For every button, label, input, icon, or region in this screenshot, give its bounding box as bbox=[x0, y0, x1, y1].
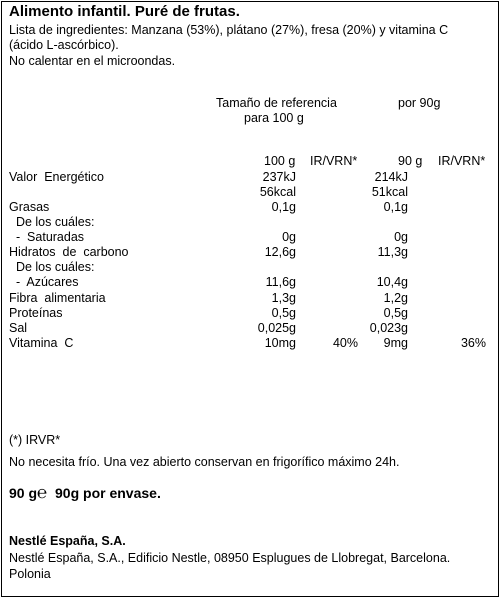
estimated-sign-icon: ℮ bbox=[37, 483, 48, 503]
product-title: Alimento infantil. Puré de frutas. bbox=[9, 3, 240, 20]
irvrn-100g: 40% bbox=[332, 336, 358, 350]
company-address: Nestlé España, S.A., Edificio Nestle, 08950 Esplugues de Llobregat, Barcelona. bbox=[9, 551, 451, 565]
ingredients-line-1: Lista de ingredientes: Manzana (53%), plátano (27%), fresa (20%) y vitamina C bbox=[9, 23, 449, 37]
ingredients-line-2: (ácido L-ascórbico). bbox=[9, 38, 119, 52]
value-100g: 0g bbox=[282, 230, 296, 244]
value-100g: 0,1g bbox=[271, 200, 296, 214]
value-90g: 10,4g bbox=[376, 275, 408, 289]
nutrient-label: De los cuáles: bbox=[9, 215, 95, 229]
nutrient-label: - Azúcares bbox=[9, 275, 79, 289]
value-100g: 11,6g bbox=[265, 275, 296, 289]
value-90g: 51kcal bbox=[371, 185, 408, 199]
nutrient-label: Vitamina C bbox=[9, 336, 74, 350]
col-irvrn-header-1: IR/VRN* bbox=[310, 154, 358, 168]
value-90g: 0g bbox=[394, 230, 408, 244]
nutrient-label: Sal bbox=[9, 321, 28, 335]
value-100g: 1,3g bbox=[271, 291, 296, 305]
nutrient-label: Hidratos de carbono bbox=[9, 245, 129, 259]
nutrient-label: Valor Energético bbox=[9, 170, 104, 184]
value-100g: 0,5g bbox=[271, 306, 296, 320]
nutrient-label: Proteínas bbox=[9, 306, 63, 320]
net-quantity-line bbox=[9, 483, 161, 503]
irvr-footnote: (*) IRVR* bbox=[9, 433, 61, 447]
value-90g: 0,023g bbox=[369, 321, 408, 335]
country-origin: Polonia bbox=[9, 567, 51, 581]
net-quantity: 90 g bbox=[9, 485, 38, 501]
value-90g: 0,1g bbox=[383, 200, 408, 214]
col-100g-header: 100 g bbox=[264, 154, 296, 168]
nutrient-label: Fibra alimentaria bbox=[9, 291, 106, 305]
ref-size-label: Tamaño de referencia bbox=[216, 96, 337, 110]
value-100g: 56kcal bbox=[259, 185, 296, 199]
value-100g: 12,6g bbox=[264, 245, 296, 259]
col-90g-header: 90 g bbox=[398, 154, 423, 168]
value-90g: 11,3g bbox=[377, 245, 408, 259]
ref-size-sub: para 100 g bbox=[244, 111, 304, 125]
per-portion-label: por 90g bbox=[398, 96, 441, 110]
nutrient-label: - Saturadas bbox=[9, 230, 85, 244]
storage-note: No necesita frío. Una vez abierto conservan en frigorífico máximo 24h. bbox=[9, 455, 400, 469]
microwave-warning: No calentar en el microondas. bbox=[9, 54, 176, 68]
irvrn-90g: 36% bbox=[460, 336, 486, 350]
value-90g: 9mg bbox=[383, 336, 408, 350]
value-100g: 10mg bbox=[264, 336, 296, 350]
value-100g: 0,025g bbox=[257, 321, 296, 335]
nutrient-label: Grasas bbox=[9, 200, 50, 214]
value-90g: 214kJ bbox=[374, 170, 408, 184]
col-irvrn-header-2: IR/VRN* bbox=[438, 154, 486, 168]
value-100g: 237kJ bbox=[262, 170, 296, 184]
company-name: Nestlé España, S.A. bbox=[9, 534, 126, 548]
nutrient-label: De los cuáles: bbox=[9, 260, 95, 274]
value-90g: 0,5g bbox=[383, 306, 408, 320]
per-pack: 90g por envase. bbox=[55, 485, 161, 501]
value-90g: 1,2g bbox=[383, 291, 408, 305]
